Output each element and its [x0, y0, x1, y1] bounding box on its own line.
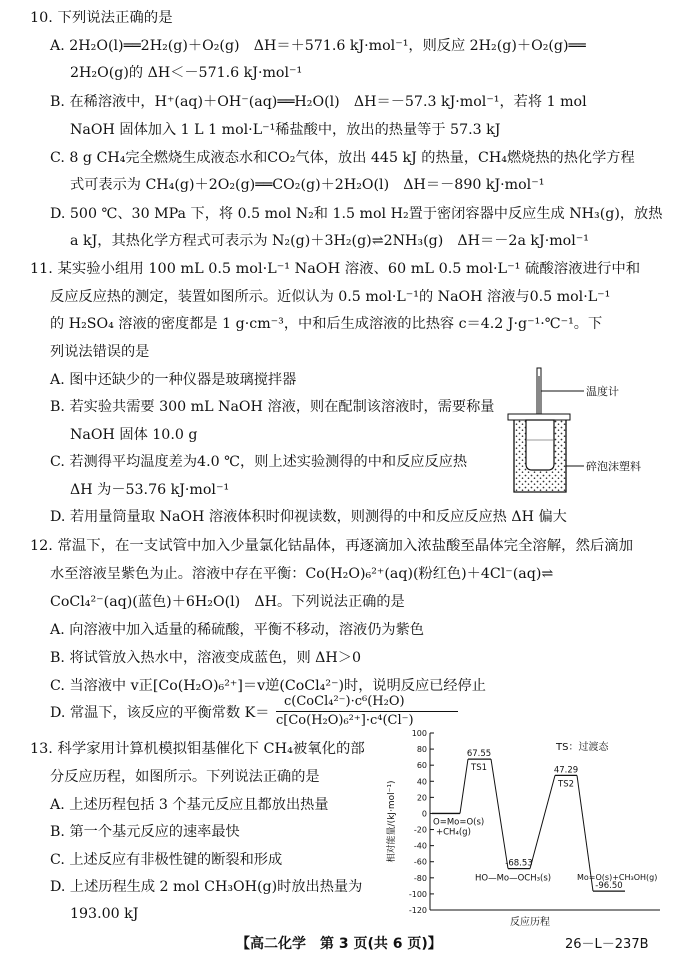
y-tick-label: 100: [411, 729, 427, 738]
y-tick-label: 40: [416, 777, 427, 787]
q12-k-numerator: c(CoCl₄²⁻)·c⁶(H₂O): [284, 694, 405, 709]
energy-connector: [530, 775, 555, 868]
point-label: TS2: [558, 779, 574, 790]
q11-option-d: D. 若用量筒量取 NaOH 溶液体积时仰视读数，则测得的中和反应反应热 ΔH 偏大: [50, 509, 567, 525]
y-tick-label: -60: [413, 857, 427, 867]
q11-stem-line2: 反应反应热的测定，装置如图所示。近似认为 0.5 mol·L⁻¹的 NaOH 溶液与0.5 mol·L⁻¹: [50, 289, 611, 305]
calorimeter-lid: [508, 414, 570, 420]
q12-option-b: B. 将试管放入热水中，溶液变成蓝色，则 ΔH＞0: [50, 650, 361, 666]
y-tick-label: -100: [408, 889, 427, 899]
energy-connector: [460, 759, 468, 813]
q11-stem-line1: 11. 某实验小组用 100 mL 0.5 mol·L⁻¹ NaOH 溶液、60 mL 0.5 mol·L⁻¹ 硫酸溶液进行中和: [30, 261, 641, 277]
footer-code: 26－L－237B: [565, 937, 649, 952]
q10-option-d-line1: D. 500 ℃、30 MPa 下，将 0.5 mol N₂和 1.5 mol H₂置于密闭容器中反应生成 NH₃(g)，放热: [50, 206, 663, 222]
q11-option-c-line2: ΔH 为－53.76 kJ·mol⁻¹: [70, 482, 230, 498]
y-tick-label: 60: [416, 761, 427, 771]
point-label: +CH₄(g): [436, 827, 471, 838]
point-value-label: -96.50: [595, 881, 623, 892]
q13-option-d-line1: D. 上述历程生成 2 mol CH₃OH(g)时放出热量为: [50, 879, 363, 895]
point-label: O=Mo=O(s): [433, 817, 485, 828]
q11-option-a: A. 图中还缺少的一种仪器是玻璃搅拌器: [50, 372, 297, 388]
y-tick-label: -40: [413, 841, 427, 851]
q11-option-c-line1: C. 若测得平均温度差为4.0 ℃，则上述实验测得的中和反应反应热: [50, 454, 468, 470]
point-value-label: 67.55: [466, 749, 492, 760]
y-tick-label: -80: [413, 873, 427, 883]
energy-connector: [491, 759, 508, 868]
q12-stem-line2: 水至溶液呈紫色为止。溶液中存在平衡：Co(H₂O)₆²⁺(aq)(粉红色)＋4Cl⁻(aq)⇌: [50, 566, 554, 582]
y-tick-label: -120: [408, 906, 427, 915]
q11-stem-line3: 的 H₂SO₄ 溶液的密度都是 1 g·cm⁻³，中和后生成溶液的比热容 c＝4.2 J·g⁻¹·℃⁻¹。下: [50, 316, 603, 332]
y-axis-label: 相对能量/(kJ·mol⁻¹): [387, 780, 397, 863]
q12-option-a: A. 向溶液中加入适量的稀硫酸，平衡不移动，溶液仍为紫色: [50, 622, 424, 638]
inner-beaker: [526, 420, 554, 470]
q13-option-c: C. 上述反应有非极性键的断裂和形成: [50, 852, 283, 868]
q10-option-c-line2: 式可表示为 CH₄(g)＋2O₂(g)══CO₂(g)＋2H₂O(l) ΔH＝－890 kJ·mol⁻¹: [70, 177, 545, 193]
footer-page-label: 【高二化学 第 3 页(共 6 页)】: [236, 936, 442, 952]
energy-profile-chart: [380, 728, 670, 928]
q13-option-b: B. 第一个基元反应的速率最快: [50, 824, 240, 840]
q10-option-a-line2: 2H₂O(g)的 ΔH＜－571.6 kJ·mol⁻¹: [70, 65, 303, 81]
q13-stem-line2: 分反应历程，如图所示。下列说法正确的是: [50, 769, 320, 785]
y-tick-label: 20: [416, 793, 427, 803]
q12-k-denominator: c[Co(H₂O)₆²⁺]·c⁴(Cl⁻): [276, 713, 414, 728]
q11-stem-line4: 列说法错误的是: [50, 344, 150, 360]
point-value-label: -68.53: [505, 858, 533, 869]
foam-label: 碎泡沫塑料: [586, 460, 641, 473]
q10-option-b-line2: NaOH 固体加入 1 L 1 mol·L⁻¹稀盐酸中，放出的热量等于 57.3 kJ: [70, 122, 501, 138]
thermometer-label: 温度计: [586, 385, 619, 398]
point-value-label: 47.29: [553, 765, 579, 776]
x-axis-label: 反应历程: [510, 917, 550, 928]
q13-stem-line1: 13. 科学家用计算机模拟钼基催化下 CH₄被氧化的部: [30, 741, 365, 757]
q12-option-d-prefix: D. 常温下，该反应的平衡常数 K＝: [50, 705, 270, 721]
y-tick-label: 80: [416, 745, 427, 755]
q12-k-fraction-bar: [276, 711, 458, 712]
y-tick-label: -20: [413, 825, 427, 835]
q10-option-b-line1: B. 在稀溶液中，H⁺(aq)＋OH⁻(aq)══H₂O(l) ΔH＝－57.3 kJ·mol⁻¹，若将 1 mol: [50, 94, 587, 110]
y-tick-label: 0: [421, 809, 427, 819]
q10-option-c-line1: C. 8 g CH₄完全燃烧生成液态水和CO₂气体，放出 445 kJ 的热量，CH₄燃烧热的热化学方程: [50, 150, 635, 166]
q10-option-a-line1: A. 2H₂O(l)══2H₂(g)＋O₂(g) ΔH＝＋571.6 kJ·mol⁻¹，则反应 2H₂(g)＋O₂(g)══: [50, 38, 586, 54]
q12-option-c: C. 当溶液中 v正[Co(H₂O)₆²⁺]＝v逆(CoCl₄²⁻)时，说明反应已经停止: [50, 678, 486, 694]
legend-text: TS：过渡态: [556, 742, 609, 753]
point-label: TS1: [471, 763, 487, 774]
q10-stem: 10. 下列说法正确的是: [30, 10, 173, 26]
calorimeter-figure: [500, 366, 670, 501]
q12-stem-line3: CoCl₄²⁻(aq)(蓝色)＋6H₂O(l) ΔH。下列说法正确的是: [50, 594, 405, 610]
q13-option-a: A. 上述历程包括 3 个基元反应且都放出热量: [50, 797, 329, 813]
q13-option-d-line2: 193.00 kJ: [70, 906, 139, 922]
q11-option-b-line1: B. 若实验共需要 300 mL NaOH 溶液，则在配制该溶液时，需要称量: [50, 399, 495, 415]
point-label: HO—Mo—OCH₃(s): [475, 873, 552, 884]
q12-stem-line1: 12. 常温下，在一支试管中加入少量氯化钴晶体，再逐滴加入浓盐酸至晶体完全溶解，然后滴加: [30, 538, 634, 554]
q10-option-d-line2: a kJ，其热化学方程式可表示为 N₂(g)＋3H₂(g)⇌2NH₃(g) ΔH＝－2a kJ·mol⁻¹: [70, 233, 589, 249]
q11-option-b-line2: NaOH 固体 10.0 g: [70, 427, 198, 443]
point-label: Mo=O(s)+CH₃OH(g): [577, 873, 658, 883]
